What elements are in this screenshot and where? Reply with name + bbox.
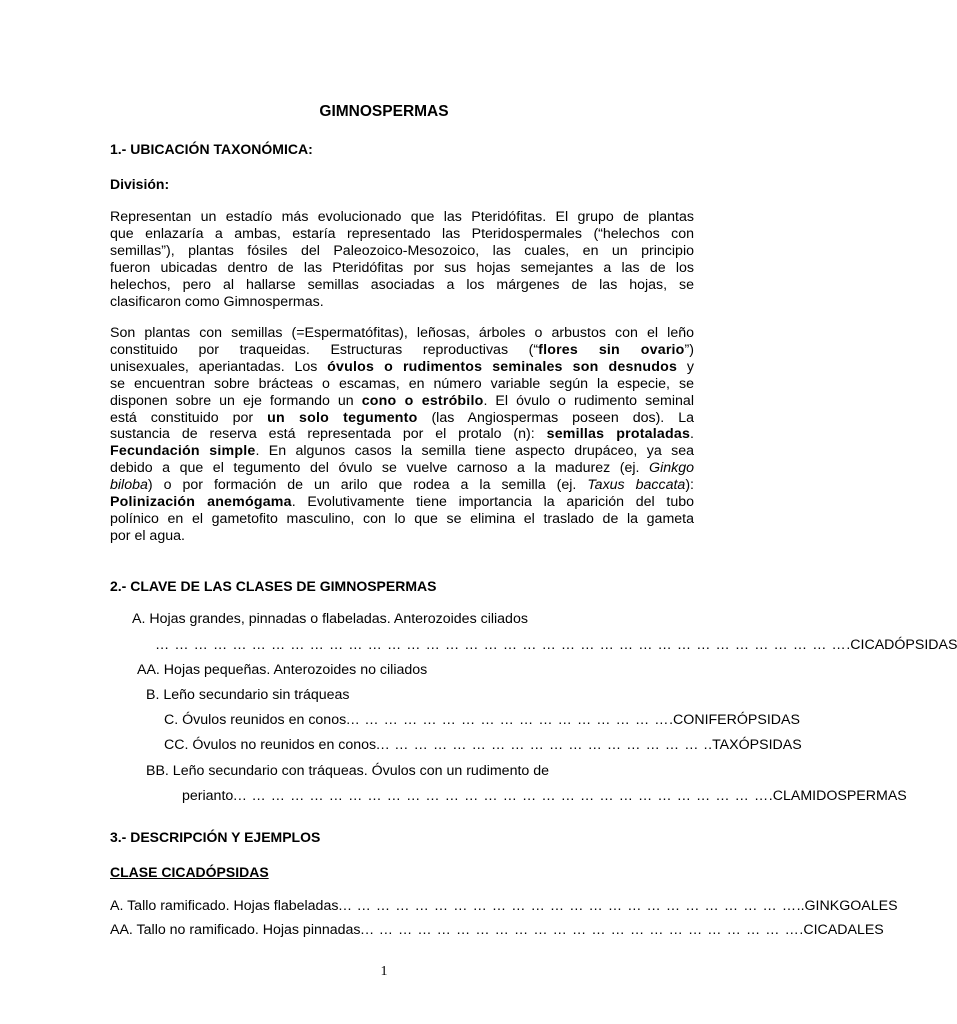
key-result-label: .CLAMIDOSPERMAS: [768, 788, 907, 804]
paragraph-line: fueron ubicadas dentro de las Pteridófitas por sus hojas semejantes a las de los: [110, 259, 694, 276]
paragraph-line: polínico en el gametofito masculino, con lo que se elimina el traslado de la gameta: [110, 510, 694, 527]
paragraph-line: unisexuales, aperiantadas. Los óvulos o rudimentos seminales son desnudos y: [110, 358, 694, 375]
page-number: 1: [380, 964, 388, 979]
key-item-aa: AA. Hojas pequeñas. Anterozoides no ciliados: [137, 662, 428, 678]
key-item-c: C. Óvulos reunidos en conos ... … … … … … … … … … … … … … … … … .CONIFERÓPSIDAS: [164, 712, 800, 728]
paragraph-description: [110, 325, 694, 545]
key-item-b: B. Leño secundario sin tráqueas: [146, 687, 350, 703]
paragraph-line: biloba) o por formación de un arilo que rodea a la semilla (ej. Taxus baccata):: [110, 477, 694, 494]
key-item-bb-result: perianto ... … … … … … … … … … … … … … … … … … … … … … … … … … … … .CLAMIDOSPERMAS: [182, 788, 907, 804]
bold-term: Fecundación simple: [110, 443, 256, 460]
paragraph-line: clasificaron como Gimnospermas.: [110, 293, 324, 310]
paragraph-line: constituido por traqueidas. Estructuras reproductivas (“flores sin ovario”): [110, 341, 694, 358]
paragraph-line: disponen sobre un eje formando un cono o estróbilo. El óvulo o rudimento seminal: [110, 392, 694, 409]
key-result-label: .TAXÓPSIDAS: [708, 737, 802, 753]
paragraph-line: por el agua.: [110, 527, 185, 544]
paragraph-line: que enlazaría a ambas, estaría representado las Pteridospermales (“helechos con: [110, 225, 694, 242]
paragraph-line: helechos, pero al hallarse semillas asociadas a los márgenes de las hojas, se: [110, 276, 694, 293]
paragraph-line: se encuentran sobre brácteas o escamas, en número variable según la especie, se: [110, 375, 694, 392]
paragraph-line: Fecundación simple. En algunos casos la semilla tiene aspecto drupáceo, ya sea: [110, 443, 694, 460]
key-result-label: .CONIFERÓPSIDAS: [669, 712, 800, 728]
key-result-label: .CICADALES: [799, 922, 884, 938]
paragraph-line: Son plantas con semillas (=Espermatófitas), leñosas, árboles o arbustos con el leño: [110, 325, 694, 341]
class-heading-cicadopsidas: CLASE CICADÓPSIDAS: [110, 864, 269, 880]
paragraph-line: debido a que el tegumento del óvulo se vuelve carnoso a la madurez (ej. Ginkgo: [110, 460, 694, 477]
bold-term: flores sin ovario: [538, 341, 685, 358]
bold-term: Polinización anemógama: [110, 494, 292, 511]
key-item-cicadales: AA. Tallo no ramificado. Hojas pinnadas ... … … … … … … … … … … … … … … … … … … … … … … .CICADALES: [110, 922, 884, 938]
subheading-division: División:: [110, 176, 170, 192]
bold-term: óvulos o rudimentos seminales son desnudos: [327, 358, 678, 375]
dot-leader: ... … … … … … … … … … … … … … … … … … … … … … …: [360, 922, 800, 938]
paragraph-line: está constituido por un solo tegumento (las Angiospermas poseen dos). La: [110, 409, 694, 426]
italic-term: Ginkgo: [649, 460, 694, 477]
key-item-cc: CC. Óvulos no reunidos en conos ... … … … … … … … … … … … … … … … … . .TAXÓPSIDAS: [164, 737, 802, 753]
paragraph-line: sustancia de reserva está representada por el protalo (n): semillas protaladas.: [110, 426, 694, 443]
dot-leader: ... … … … … … … … … … … … … … … … … .: [376, 737, 709, 753]
paragraph-intro: [110, 209, 694, 310]
bold-term: semillas protaladas: [546, 426, 691, 443]
key-item-bb: BB. Leño secundario con tráqueas. Óvulos con un rudimento de: [146, 763, 550, 779]
key-result-label: ..GINKGOALES: [796, 898, 898, 914]
section-heading-description: 3.- DESCRIPCIÓN Y EJEMPLOS: [110, 829, 321, 845]
italic-term: biloba: [110, 477, 148, 494]
key-result-label: .CICADÓPSIDAS: [846, 637, 957, 653]
paragraph-line: Representan un estadío más evolucionado que las Pteridófitas. El grupo de plantas: [110, 209, 694, 225]
bold-term: un solo tegumento: [267, 409, 418, 426]
dot-leader: ... … … … … … … … … … … … … … … … … … … … … … … … … … … …: [233, 788, 769, 804]
key-item-a-result: [155, 637, 957, 653]
bold-term: cono o estróbilo: [361, 392, 484, 409]
section-heading-key: 2.- CLAVE DE LAS CLASES DE GIMNOSPERMAS: [110, 578, 437, 594]
paragraph-line: semillas”), plantas fósiles del Paleozoico-Mesozoico, las cuales, en un principio: [110, 242, 694, 259]
dot-leader: ... … … … … … … … … … … … … … … … … … … … … … … …: [338, 898, 797, 914]
section-heading-taxonomy: 1.- UBICACIÓN TAXONÓMICA:: [110, 141, 313, 157]
document-title: GIMNOSPERMAS: [319, 103, 449, 120]
dot-leader: ... … … … … … … … … … … … … … … … …: [346, 712, 670, 728]
dot-leader: … … … … … … … … … … … … … … … … … … … … … … … … … … … … … … … … … … … …: [155, 637, 847, 653]
italic-term: Taxus baccata: [587, 477, 686, 494]
key-item-ginkgoales: A. Tallo ramificado. Hojas flabeladas ... … … … … … … … … … … … … … … … … … … … … … … … ..GINKGOALES: [110, 898, 898, 914]
paragraph-line: Polinización anemógama. Evolutivamente tiene importancia la aparición del tubo: [110, 494, 695, 511]
key-item-a: A. Hojas grandes, pinnadas o flabeladas. Anterozoides ciliados: [132, 611, 528, 627]
